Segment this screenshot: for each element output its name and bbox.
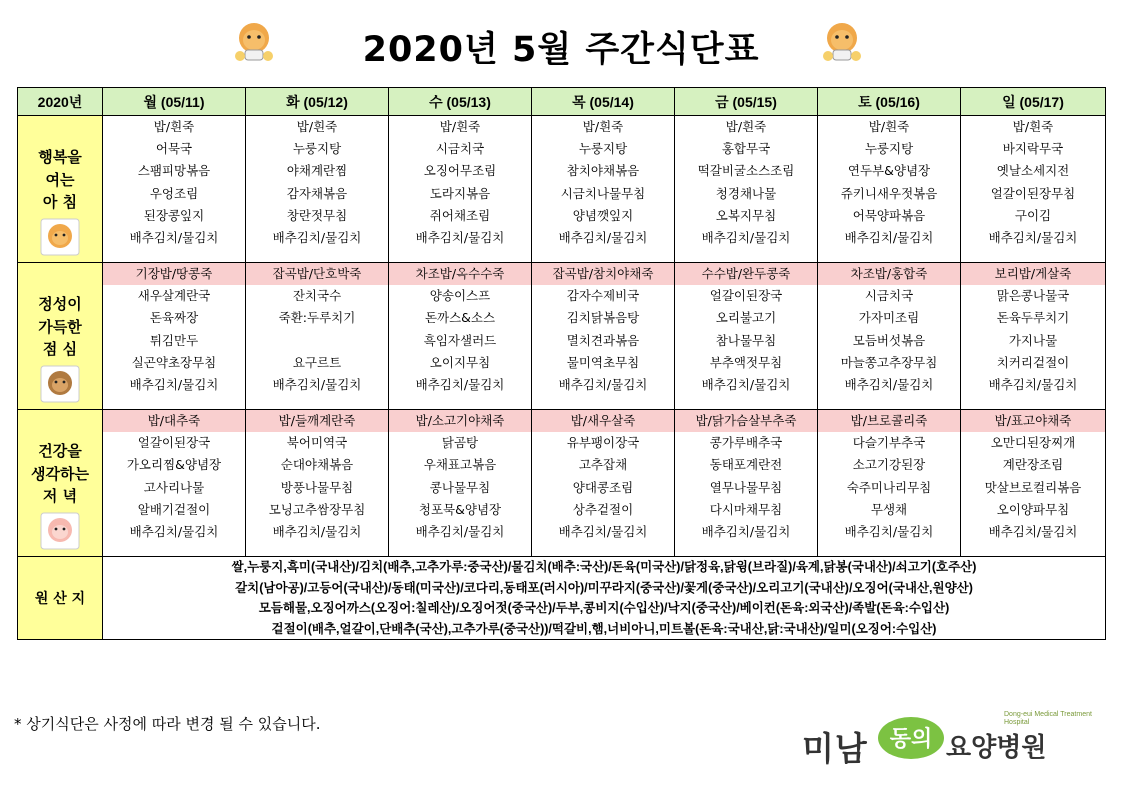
origin-line: 쌀,누룽지,흑미(국내산)/김치(배추,고추가루:중국산)/물김치(배추:국산)/돈육(미국산)/닭정육,닭윙(브라질)/육계,닭봉(국내산)/쇠고기(호주산) [231,560,977,574]
peach-character-icon [40,512,80,550]
menu-item-list [532,116,674,249]
menu-item-list [389,116,531,249]
menu-item: 우엉조림 [149,185,199,201]
menu-item: 숙주미나리무침 [846,479,932,495]
day-menu-cell [675,116,818,263]
menu-item: 청포묵&양념장 [418,501,502,517]
menu-item: 오만디된장찌개 [990,435,1076,451]
menu-item-list [389,410,531,543]
day-header: 토 (05/16) [818,88,961,116]
origin-info [103,557,1106,640]
menu-item: 순대야채볶음 [280,457,354,473]
menu-item: 오징어무조림 [423,163,497,179]
menu-item: 맑은콩나물국 [996,288,1070,304]
menu-item: 알배기겉절이 [137,501,211,517]
title-row [0,14,1122,72]
day-menu-cell [532,263,675,410]
day-menu-cell [961,116,1106,263]
menu-item: 배추김치/물김치 [129,523,219,539]
meal-label [18,263,102,409]
day-header: 금 (05/15) [675,88,818,116]
main-dish-item: 밥/흰죽 [868,119,910,134]
menu-item: 쥐어채조림 [429,207,491,223]
menu-item-list [675,116,817,249]
menu-item: 시금치나물무침 [560,185,646,201]
menu-item: 멸치견과볶음 [566,332,640,348]
menu-item: 배추김치/물김치 [844,229,934,245]
menu-item-list [961,410,1105,543]
menu-item: 구이김 [1014,207,1052,223]
meal-label [18,410,102,556]
menu-item-list [103,410,245,543]
year-header: 2020년 [18,88,103,116]
day-menu-cell [389,116,532,263]
menu-item: 무생채 [870,501,908,517]
menu-item: 다시마채무침 [709,501,783,517]
menu-item: 오복지무침 [715,207,777,223]
menu-item: 감자채볶음 [286,185,348,201]
menu-item: 튀김만두 [149,332,199,348]
menu-item: 연두부&양념장 [847,163,931,179]
meal-row [18,410,1106,557]
meal-label-line: 여는 [45,170,75,189]
menu-item: 얼갈이된장국 [137,435,211,451]
origin-label: 원 산 지 [18,557,103,640]
menu-item: 도라지볶음 [429,185,491,201]
origin-line: 모듬해물,오징어까스(오징어:칠레산)/오징어젓(중국산)/두부,콩비지(수입산)/낙지(중국산)/베이컨(돈육:외국산)/족발(돈육:수입산) [258,601,950,615]
menu-item: 배추김치/물김치 [988,229,1078,245]
menu-item: 배추김치/물김치 [988,523,1078,539]
origin-row [18,557,1106,640]
main-dish-item: 밥/소고기야채죽 [389,410,531,432]
day-menu-cell [961,263,1106,410]
menu-item-list [961,263,1105,396]
menu-item: 양념깻잎지 [572,207,634,223]
menu-item: 오이지무침 [429,354,491,370]
menu-item: 모듬버섯볶음 [852,332,926,348]
day-header: 일 (05/17) [961,88,1106,116]
menu-item [246,330,388,352]
menu-item: 배추김치/물김치 [988,376,1078,392]
menu-item: 치커리겉절이 [996,354,1070,370]
menu-item: 배추김치/물김치 [129,376,219,392]
menu-item: 배추김치/물김치 [415,523,505,539]
main-dish-item: 밥/대추죽 [103,410,245,432]
day-menu-cell [389,263,532,410]
menu-item: 동태포계란전 [709,457,783,473]
menu-item: 고추잡채 [578,457,628,473]
menu-item: 죽환:두루치기 [278,310,356,326]
menu-item-list [818,116,960,249]
meal-label-cell [18,410,103,557]
menu-item: 얼갈이된장국 [709,288,783,304]
main-dish-item: 밥/흰죽 [582,119,624,134]
menu-item: 쥬키니새우젓볶음 [840,185,938,201]
menu-item-list [532,263,674,396]
meal-row [18,263,1106,410]
menu-item: 새우살계란국 [137,288,211,304]
meal-label-cell [18,116,103,263]
menu-item: 참나물무침 [715,332,777,348]
menu-item: 옛날소세지전 [996,163,1070,179]
main-dish-item: 밥/브로콜리죽 [818,410,960,432]
day-header: 수 (05/13) [389,88,532,116]
day-menu-cell [103,116,246,263]
menu-item: 열무나물무침 [709,479,783,495]
menu-item: 방풍나물무침 [280,479,354,495]
menu-item: 양송이스프 [429,288,491,304]
day-menu-cell [961,410,1106,557]
day-header: 목 (05/14) [532,88,675,116]
day-menu-cell [103,263,246,410]
menu-item-list [103,263,245,396]
menu-item: 잔치국수 [292,288,342,304]
menu-item: 김치닭볶음탕 [566,310,640,326]
day-menu-cell [818,116,961,263]
main-dish-item: 밥/들깨계란죽 [246,410,388,432]
main-dish-item: 밥/흰죽 [153,119,195,134]
menu-item: 창란젓무침 [286,207,348,223]
main-dish-item: 밥/흰죽 [725,119,767,134]
menu-item: 어묵양파볶음 [852,207,926,223]
menu-item: 배추김치/물김치 [701,229,791,245]
menu-item: 떡갈비굴소스조림 [697,163,795,179]
menu-item: 배추김치/물김치 [844,523,934,539]
menu-item: 된장콩잎지 [143,207,205,223]
main-dish-item: 밥/흰죽 [1012,119,1054,134]
menu-item: 배추김치/물김치 [844,376,934,392]
menu-item: 요구르트 [292,354,342,370]
day-menu-cell [818,263,961,410]
logo-badge-icon [876,715,946,761]
menu-item: 야채계란찜 [286,163,348,179]
menu-item: 돈육두루치기 [996,310,1070,326]
menu-table [17,87,1106,640]
meal-label-line: 건강을 [38,442,82,460]
menu-item-list [818,410,960,543]
day-menu-cell [103,410,246,557]
menu-item: 감자수제비국 [566,288,640,304]
meal-label-line: 아 침 [42,193,78,211]
menu-item: 상추겉절이 [572,501,634,517]
menu-item: 참치야채볶음 [566,163,640,179]
menu-item: 누룽지탕 [292,141,342,157]
menu-item: 누룽지탕 [864,141,914,157]
menu-item: 시금치국 [864,288,914,304]
main-dish-item: 밥/흰죽 [439,119,481,134]
main-dish-item: 밥/흰죽 [296,119,338,134]
menu-item: 배추김치/물김치 [558,376,648,392]
menu-item: 콩나물무침 [429,479,491,495]
menu-item: 바지락무국 [1002,141,1064,157]
menu-item-list [675,410,817,543]
main-dish-item: 밥/표고야채죽 [961,410,1105,432]
main-dish-item: 수수밥/완두콩죽 [675,263,817,285]
menu-item-list [103,116,245,249]
menu-item: 오리불고기 [715,310,777,326]
main-dish-item: 차조밥/홍합죽 [818,263,960,285]
menu-item: 유부팽이장국 [566,435,640,451]
meal-label-line: 생각하는 [31,464,89,483]
page-title: 2020년 5월 주간식단표 [362,30,760,70]
menu-item: 배추김치/물김치 [558,523,648,539]
meal-label-line: 가득한 [38,317,82,336]
menu-item: 배추김치/물김치 [129,229,219,245]
menu-item: 시금치국 [435,141,485,157]
menu-item-list [532,410,674,543]
day-header: 월 (05/11) [103,88,246,116]
day-menu-cell [675,410,818,557]
day-menu-cell [532,116,675,263]
day-menu-cell [818,410,961,557]
menu-item: 배추김치/물김치 [415,229,505,245]
meal-label-line: 점 심 [42,340,78,358]
footnote: * 상기식단은 사정에 따라 변경 될 수 있습니다. [14,715,321,733]
menu-item: 돈육짜장 [149,310,199,326]
menu-item: 배추김치/물김치 [701,376,791,392]
lion-mascot-icon [818,18,866,66]
menu-item: 다슬기부추국 [852,435,926,451]
main-dish-item: 보리밥/게살죽 [961,263,1105,285]
menu-item: 배추김치/물김치 [272,229,362,245]
menu-item: 모닝고추쌈장무침 [268,501,366,517]
menu-item: 양대콩조림 [572,479,634,495]
logo-text-left: 미남 [802,729,868,768]
day-menu-cell [246,116,389,263]
main-dish-item: 잡곡밥/단호박죽 [246,263,388,285]
main-dish-item: 차조밥/옥수수죽 [389,263,531,285]
menu-item-list [389,263,531,396]
menu-item: 가자미조림 [858,310,920,326]
menu-item: 누룽지탕 [578,141,628,157]
header-row [18,88,1106,116]
menu-item-list [246,116,388,249]
main-dish-item: 밥/닭가슴살부추죽 [675,410,817,432]
menu-item: 스팸피망볶음 [137,163,211,179]
logo-text-right: 요양병원 [946,733,1047,763]
menu-item: 닭곰탕 [441,435,479,451]
menu-item-list [675,263,817,396]
menu-item: 맛살브로컬리볶음 [984,479,1082,495]
menu-item: 얼갈이된장무침 [990,185,1076,201]
day-menu-cell [532,410,675,557]
hospital-logo [798,705,1098,771]
menu-item: 배추김치/물김치 [272,376,362,392]
menu-item: 홍합무국 [721,141,771,157]
origin-line: 겉절이(배추,얼갈이,단배추(국산),고추가루(중국산))/떡갈비,햄,너비아니,미트볼(돈육:국내산,닭:국내산)/일미(오징어:수입산) [271,621,937,636]
menu-item: 오이양파무침 [996,501,1070,517]
meal-label-line: 저 녁 [42,487,78,505]
main-dish-item: 잡곡밥/참치야채죽 [532,263,674,285]
menu-item: 북어미역국 [286,435,348,451]
menu-item: 가오리찜&양념장 [126,457,222,473]
menu-item: 가지나물 [1008,332,1058,348]
menu-item: 청경채나물 [715,185,777,201]
menu-item: 계란장조림 [1002,457,1064,473]
menu-item: 실곤약초장무침 [131,354,217,370]
menu-item: 고사리나물 [143,479,205,495]
menu-item: 부추액젓무침 [709,354,783,370]
meal-label-cell [18,263,103,410]
day-menu-cell [389,410,532,557]
menu-item: 콩가루배추국 [709,435,783,451]
day-menu-cell [246,263,389,410]
origin-line: 갈치(남아공)/고등어(국내산)/동태(미국산)/코다리,동태포(러시아)/미꾸라지(중국산)/꽃게(중국산)/오리고기(국내산)/오징어(국내산,원양산) [235,580,973,595]
menu-item-list [818,263,960,396]
meal-row [18,116,1106,263]
meal-label-line: 정성이 [38,295,82,313]
menu-item: 물미역초무침 [566,354,640,370]
menu-item: 소고기강된장 [852,457,926,473]
day-menu-cell [675,263,818,410]
menu-item: 배추김치/물김치 [558,229,648,245]
lion-character-icon [40,218,80,256]
menu-item: 어묵국 [155,141,193,157]
logo-english-text: Dong-eui Medical Treatment Hospital [1004,711,1092,726]
menu-item: 돈까스&소스 [424,310,496,326]
meal-label-line: 행복을 [38,148,82,166]
menu-item: 우채표고볶음 [423,457,497,473]
main-dish-item: 기장밥/땅콩죽 [103,263,245,285]
menu-item: 배추김치/물김치 [701,523,791,539]
main-dish-item: 밥/새우살죽 [532,410,674,432]
menu-item: 배추김치/물김치 [415,376,505,392]
menu-item: 배추김치/물김치 [272,523,362,539]
menu-item-list [246,263,388,396]
meal-label [18,116,102,262]
dog-character-icon [40,365,80,403]
menu-item: 흑임자샐러드 [423,332,497,348]
day-header: 화 (05/12) [246,88,389,116]
day-menu-cell [246,410,389,557]
logo-badge-text: 동의 [889,726,933,752]
menu-item-list [961,116,1105,249]
menu-item: 마늘쫑고추장무침 [840,354,938,370]
menu-item-list [246,410,388,543]
